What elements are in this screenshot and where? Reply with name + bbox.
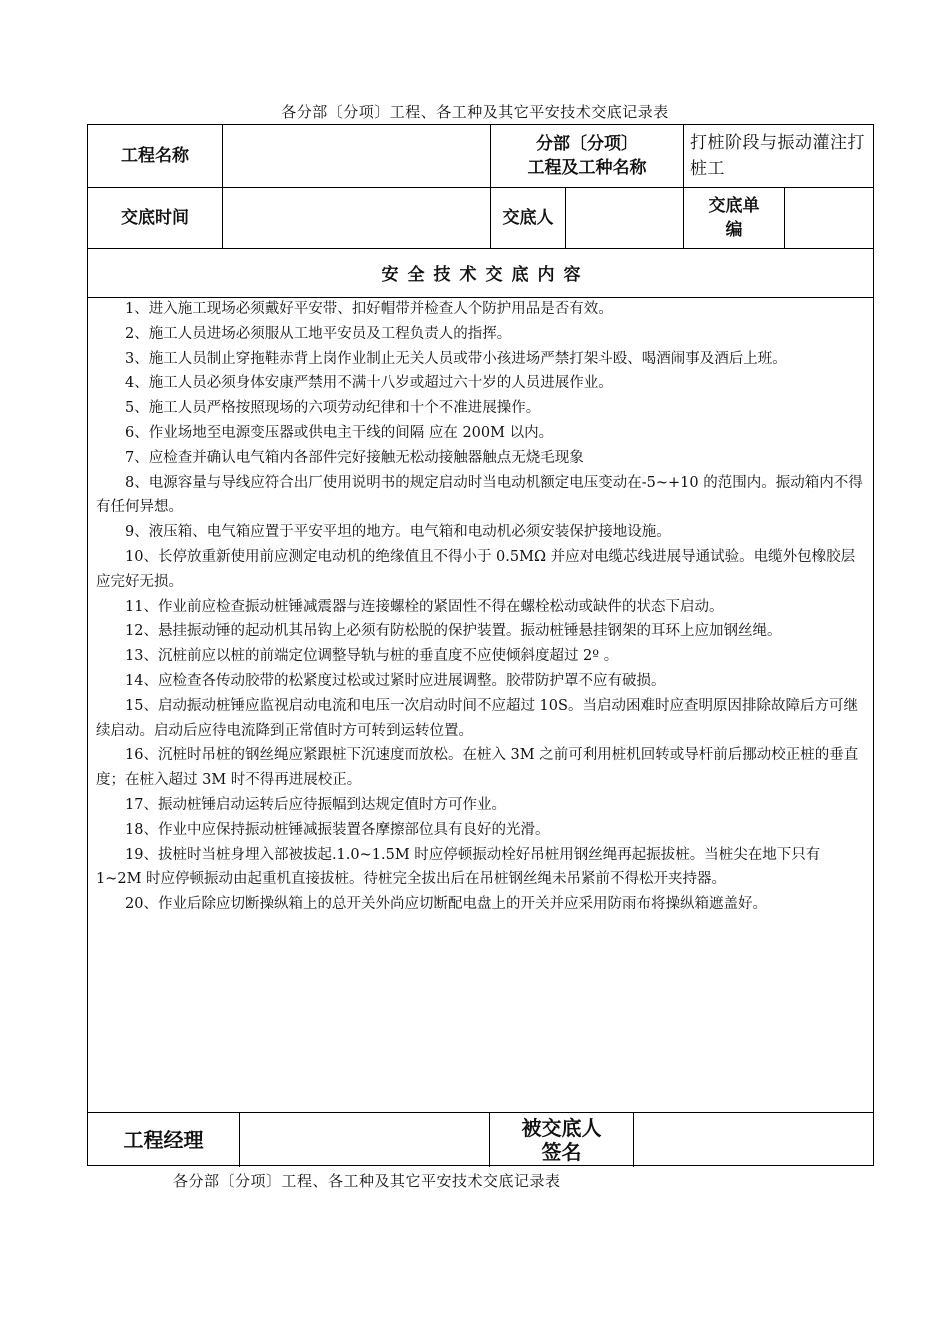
time-label: 交底时间	[121, 207, 189, 228]
time-value[interactable]	[223, 187, 490, 248]
list-item: 10、长停放重新使用前应测定电动机的绝缘值且不得小于 0.5MΩ 并应对电缆芯线进展导通试验。电缆外包橡胶层应完好无损。	[96, 548, 856, 590]
list-item: 5、施工人员严格按照现场的六项劳动纪律和十个不准进展操作。	[125, 400, 541, 417]
list-item: 2、施工人员进场必须服从工地平安员及工程负责人的指挥。	[125, 325, 512, 342]
list-item: 4、施工人员必须身体安康严禁用不满十八岁或超过六十岁的人员进展作业。	[125, 375, 613, 392]
unit-label-line1: 交底单	[708, 195, 760, 216]
unit-label	[684, 187, 784, 248]
project-name-value[interactable]	[223, 125, 490, 187]
list-item: 11、作业前应检查振动桩锤减震器与连接螺栓的紧固性不得在螺栓松动或缺件的状态下启动。	[125, 598, 724, 615]
receiver-label-line2: 签名	[541, 1139, 582, 1164]
receiver-signature[interactable]	[634, 1112, 875, 1167]
subproject-label-line2: 工程及工种名称	[527, 158, 647, 178]
list-item: 20、作业后除应切断操纵箱上的总开关外尚应切断配电盘上的开关并应采用防雨布将操纵箱遮盖好。	[125, 896, 767, 913]
list-item: 12、悬挂振动锤的起动机其吊钩上必须有防松脱的保护装置。振动桩锤悬挂钢架的耳环上应加钢丝绳。	[125, 623, 782, 640]
unit-value[interactable]	[785, 187, 875, 248]
document-title: 各分部〔分项〕工程、各工种及其它平安技术交底记录表	[281, 103, 669, 121]
unit-label-line2: 编	[725, 219, 743, 240]
list-item: 18、作业中应保持振动桩锤减振装置各摩擦部位具有良好的光滑。	[125, 821, 550, 838]
project-name-label: 工程名称	[121, 146, 189, 166]
list-item: 6、作业场地至电源变压器或供电主干线的间隔 应在 200M 以内。	[125, 424, 554, 441]
list-item: 7、应检查并确认电气箱内各部件完好接触无松动接触器触点无烧毛现象	[125, 449, 584, 466]
list-item: 1、进入施工现场必须戴好平安带、扣好帽带并检查人个防护用品是否有效。	[125, 301, 613, 317]
list-item: 14、应检查各传动胶带的松紧度过松或过紧时应进展调整。胶带防护罩不应有破损。	[125, 672, 666, 689]
section-heading: 安全技术交底内容	[381, 265, 590, 285]
receiver-label-line1: 被交底人	[521, 1115, 602, 1140]
presenter-value[interactable]	[566, 187, 683, 248]
list-item: 13、沉桩前应以桩的前端定位调整导轨与桩的垂直度不应使倾斜度超过 2º 。	[125, 648, 619, 665]
subproject-value[interactable]: 打桩阶段与振动灌注打桩工	[690, 133, 865, 179]
subproject-label	[491, 125, 683, 187]
presenter-label: 交底人	[502, 207, 554, 228]
list-item: 19、拔桩时当桩身埋入部被拔起.1.0~1.5M 时应停顿振动栓好吊桩用钢丝绳再起振拔桩。当桩尖在地下只有 1~2M 时应停顿振动由起重机直接拔桩。待桩完全拔出后在吊桩钢丝绳未吊紧前不得松开夹持器。	[96, 846, 821, 888]
list-item: 8、电源容量与导线应符合出厂使用说明书的规定启动时当电动机额定电压变动在-5~+10 的范围内。振动箱内不得有任何异想。	[96, 474, 863, 516]
disclosure-form	[87, 124, 874, 1166]
list-item: 17、振动桩锤启动运转后应待振幅到达规定值时方可作业。	[125, 796, 506, 813]
subproject-label-line1: 分部〔分项〕	[536, 134, 638, 154]
manager-signature[interactable]	[240, 1112, 489, 1167]
footer-title: 各分部〔分项〕工程、各工种及其它平安技术交底记录表	[173, 1172, 561, 1190]
list-item: 15、启动振动桩锤应监视启动电流和电压一次启动时间不应超过 10S。当启动困难时应查明原因排除故障后方可继续启动。启动后应待电流降到正常值时方可转到运转位置。	[96, 697, 858, 739]
list-item: 9、液压箱、电气箱应置于平安平坦的地方。电气箱和电动机必须安装保护接地设施。	[125, 524, 671, 541]
disclosure-content	[96, 297, 865, 917]
list-item: 3、施工人员制止穿拖鞋赤背上岗作业制止无关人员或带小孩进场严禁打架斗殴、喝酒闹事及酒后上班。	[125, 350, 787, 367]
manager-label: 工程经理	[123, 1127, 204, 1152]
receiver-label	[490, 1112, 633, 1167]
list-item: 16、沉桩时吊桩的钢丝绳应紧跟桩下沉速度而放松。在桩入 3M 之前可利用桩机回转或导杆前后挪动校正桩的垂直度；在桩入超过 3M 时不得再进展校正。	[96, 747, 859, 789]
